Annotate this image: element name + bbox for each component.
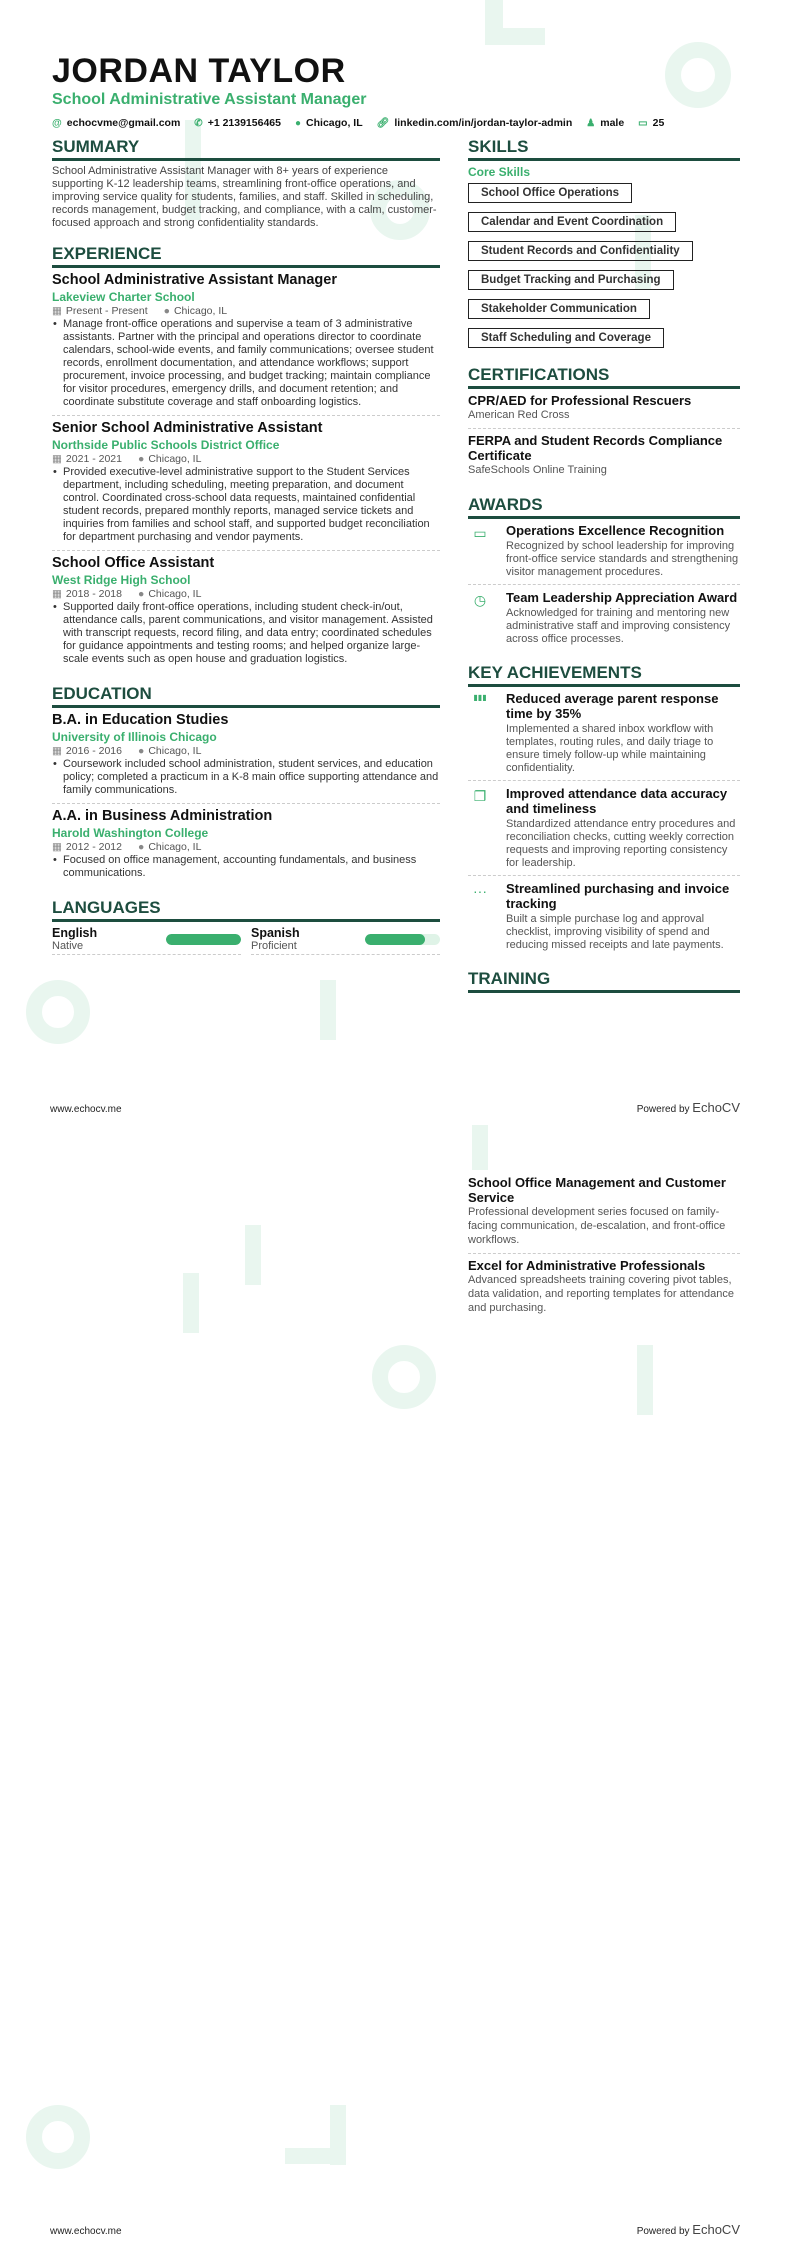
entry-dates	[52, 305, 148, 318]
documents-icon: ❐	[473, 788, 487, 804]
bullet-item: • Focused on office management, accounting fundamentals, and business communications.	[52, 854, 440, 880]
entry-meta	[52, 453, 440, 466]
awards-title: Team Leadership Appreciation Award	[506, 590, 738, 605]
section-heading: SUMMARY	[52, 137, 440, 161]
achievements-title: Streamlined purchasing and invoice tracking	[506, 881, 730, 911]
bullet-list	[52, 466, 440, 544]
entry-meta	[52, 305, 440, 318]
brand-logo: EchoCV	[692, 1100, 740, 1115]
bullet-item: • Provided executive-level administrative support to the Student Services department, including scheduling, meeting preparation, and document control. Coordinated cross-school data requests, maintained confidential student records, prepared monthly reports, managed service tickets and inquiries from families and school staff, and supported budget reconciliation for department purchasing and vendor payments.	[52, 466, 440, 544]
entry-item	[52, 272, 440, 416]
location-text: Chicago, IL	[148, 841, 202, 853]
calendar-icon: ▦	[52, 305, 62, 317]
calendar-icon: ▦	[52, 841, 62, 853]
calendar-icon: ▦	[52, 588, 62, 600]
entry-organization: Northside Public Schools District Office	[52, 438, 280, 452]
section-heading: AWARDS	[468, 495, 740, 519]
dates-text: 2012 - 2012	[65, 841, 122, 853]
achievements-title: Improved attendance data accuracy and timeliness	[506, 786, 728, 816]
awards-section	[468, 495, 740, 651]
footer-website[interactable]: www.echocv.me	[50, 2226, 122, 2237]
languages-section	[52, 898, 440, 955]
dates-text: 2021 - 2021	[65, 453, 122, 465]
language-name: English	[52, 926, 98, 940]
certifications-section	[468, 365, 740, 483]
decor-shape	[320, 980, 336, 1040]
dates-text: 2018 - 2018	[65, 588, 122, 600]
skill-row	[468, 299, 740, 328]
candidate-title: School Administrative Assistant Manager	[52, 91, 367, 108]
entry-meta	[52, 841, 440, 854]
language-item	[251, 926, 440, 955]
bullet-list	[52, 758, 440, 797]
entry-organization: Harold Washington College	[52, 826, 209, 840]
achievements-description: Standardized attendance entry procedures and reconciliation checks, cutting weekly correction requests and improving reporting consistency for leadership.	[506, 818, 736, 869]
proficiency-bar	[365, 934, 440, 945]
dates-text: 2016 - 2016	[65, 745, 122, 757]
entry-item	[52, 808, 440, 886]
language-text	[251, 926, 300, 952]
calendar-icon: ▦	[52, 745, 62, 757]
entry-item	[52, 555, 440, 672]
entry-title: B.A. in Education Studies	[52, 712, 229, 728]
awards-item	[468, 523, 740, 585]
section-heading: EXPERIENCE	[52, 244, 440, 268]
skills-subheading: Core Skills	[468, 165, 531, 179]
entry-title: Senior School Administrative Assistant	[52, 420, 323, 436]
skill-tag: Staff Scheduling and Coverage	[468, 328, 664, 348]
right-column	[468, 137, 740, 997]
proficiency-bar	[166, 934, 241, 945]
bullet-list	[52, 318, 440, 409]
entry-location	[138, 453, 201, 466]
section-heading: SKILLS	[468, 137, 740, 161]
phone-icon: ✆	[194, 118, 203, 129]
entry-title: School Office Assistant	[52, 555, 215, 571]
person-icon: ♟	[586, 118, 596, 129]
calendar-icon: ▭	[638, 118, 648, 129]
certification-item	[468, 433, 740, 483]
language-text	[52, 926, 97, 952]
ellipsis-icon: ···	[473, 883, 487, 899]
decor-ring	[26, 980, 90, 1044]
achievements-description: Implemented a shared inbox workflow with templates, routing rules, and daily triage to ensure timely follow-up while maintaining confidentiality.	[506, 723, 714, 774]
training-title: Excel for Administrative Professionals	[468, 1258, 706, 1273]
contact-age: ▭ 25	[638, 117, 665, 129]
skill-row	[468, 183, 740, 212]
training-item	[468, 1175, 740, 1254]
summary-section	[52, 137, 440, 230]
skill-row	[468, 241, 740, 270]
entry-organization: West Ridge High School	[52, 573, 191, 587]
language-name: Spanish	[251, 926, 300, 940]
contact-email[interactable]: @ echocvme@gmail.com	[52, 117, 181, 129]
location-icon: ●	[163, 305, 170, 317]
summary-text: School Administrative Assistant Manager with 8+ years of experience supporting K-12 leadership teams, streamlining front-office operations, and improving service quality for students, families, and staff. Skilled in scheduling, records management, budget tracking, and compliance, with a calm, customer-focused approach and strong confidentiality standards.	[52, 165, 437, 229]
section-heading: EDUCATION	[52, 684, 440, 708]
achievements-section	[468, 663, 740, 957]
decor-shape	[245, 1225, 261, 1285]
achievements-body	[506, 691, 740, 775]
experience-section	[52, 244, 440, 672]
entry-location	[164, 305, 227, 318]
awards-body	[506, 590, 740, 646]
candidate-name: JORDAN TAYLOR	[52, 52, 346, 90]
training-section	[468, 969, 740, 993]
entry-item	[52, 420, 440, 551]
language-level: Native	[52, 940, 84, 952]
achievements-item	[468, 881, 740, 957]
clock-icon: ◷	[473, 592, 487, 608]
bullet-list	[52, 601, 440, 666]
section-heading: CERTIFICATIONS	[468, 365, 740, 389]
bullet-item: • Coursework included school administration, student services, and education policy; completed a practicum in a K-8 main office supporting attendance and family communications.	[52, 758, 440, 797]
location-icon: ●	[137, 453, 145, 465]
email-icon: @	[52, 118, 62, 129]
bullet-item: • Supported daily front-office operations, including student check-in/out, attendance calls, parent communications, and visitor management. Assisted with transcript requests, record filing, and data entry; coordinated schedules for guidance appointments and testing rooms; and helped organize large-scale events such as open house and graduation logistics.	[52, 601, 440, 666]
entry-meta	[52, 588, 440, 601]
entry-dates	[52, 588, 122, 601]
decor-shape	[485, 28, 545, 45]
location-icon: ●	[137, 841, 145, 853]
skill-row	[468, 328, 740, 357]
decor-shape	[183, 1273, 199, 1333]
training-title: School Office Management and Customer Service	[468, 1175, 726, 1205]
section-heading: TRAINING	[468, 969, 740, 993]
bullet-list	[52, 854, 440, 880]
location-text: Chicago, IL	[148, 588, 202, 600]
entry-organization: Lakeview Charter School	[52, 290, 195, 304]
location-text: Chicago, IL	[173, 305, 228, 317]
section-heading: LANGUAGES	[52, 898, 440, 922]
bar-chart-icon: ▮▮▮	[473, 693, 487, 702]
skill-row	[468, 270, 740, 299]
entry-title: A.A. in Business Administration	[52, 808, 273, 824]
skill-tag: School Office Operations	[468, 183, 632, 203]
training-description: Advanced spreadsheets training covering pivot tables, data validation, and reporting templates for attendance and purchasing.	[468, 1274, 735, 1314]
proficiency-fill	[166, 934, 241, 945]
training-item	[468, 1258, 740, 1321]
skills-section	[468, 137, 740, 357]
skill-row	[468, 212, 740, 241]
section-heading: KEY ACHIEVEMENTS	[468, 663, 740, 687]
awards-description: Recognized by school leadership for improving front-office service standards and strengthening visitor management procedures.	[506, 540, 739, 578]
entry-item	[52, 712, 440, 804]
achievements-body	[506, 881, 740, 952]
achievements-item	[468, 786, 740, 876]
location-icon: ●	[294, 118, 302, 129]
certification-item	[468, 393, 740, 429]
calendar-icon: ▦	[52, 453, 62, 465]
awards-description: Acknowledged for training and mentoring new administrative staff and improving consistency across office processes.	[506, 607, 731, 645]
certification-title: CPR/AED for Professional Rescuers	[468, 393, 692, 408]
entry-location	[138, 588, 201, 601]
training-list	[468, 1175, 740, 1325]
entry-location	[138, 841, 201, 854]
entry-dates	[52, 745, 122, 758]
entry-organization: University of Illinois Chicago	[52, 730, 217, 744]
decor-shape	[637, 1345, 653, 1415]
brand-logo: EchoCV	[692, 2222, 740, 2237]
language-item	[52, 926, 241, 955]
decor-ring	[26, 2105, 90, 2169]
achievements-body	[506, 786, 740, 870]
decor-ring	[372, 1345, 436, 1409]
link-icon: 🔗︎	[376, 118, 390, 129]
contact-location: ● Chicago, IL	[294, 117, 363, 129]
awards-item	[468, 590, 740, 651]
left-column	[52, 137, 440, 955]
proficiency-fill	[365, 934, 425, 945]
language-level: Proficient	[251, 940, 297, 952]
footer-website[interactable]: www.echocv.me	[50, 1104, 122, 1115]
decor-shape	[285, 2148, 345, 2164]
resume-header	[52, 53, 752, 129]
achievements-item	[468, 691, 740, 781]
certification-issuer: SafeSchools Online Training	[468, 464, 607, 476]
bullet-item: • Manage front-office operations and supervise a team of 3 administrative assistants. Partner with the principal and operations director to coordinate calendars, school-wide events, and family communications; oversee student records, enrollment documentation, and attendance workflows; support procurement, invoice processing, and budget tracking; maintain compliance for visitor procedures, emergency drills, and document retention; and coordinate substitute coverage and staff onboarding logistics.	[52, 318, 440, 409]
awards-title: Operations Excellence Recognition	[506, 523, 725, 538]
entry-dates	[52, 841, 122, 854]
training-description: Professional development series focused on family-facing communication, de-escalation, and front-office workflows.	[468, 1206, 726, 1246]
certification-title: FERPA and Student Records Compliance Certificate	[468, 433, 723, 463]
certification-issuer: American Red Cross	[468, 409, 570, 421]
decor-shape	[472, 1125, 488, 1170]
footer-powered-by[interactable]: Powered by EchoCV	[636, 1100, 740, 1115]
contact-list	[52, 117, 752, 129]
skill-tag: Calendar and Event Coordination	[468, 212, 676, 232]
education-section	[52, 684, 440, 886]
entry-location	[138, 745, 201, 758]
contact-linkedin[interactable]: 🔗︎ linkedin.com/in/jordan-taylor-admin	[376, 117, 573, 129]
entry-title: School Administrative Assistant Manager	[52, 272, 337, 288]
skill-tag: Stakeholder Communication	[468, 299, 650, 319]
achievements-title: Reduced average parent response time by 35%	[506, 691, 719, 721]
contact-phone[interactable]: ✆ +1 2139156465	[194, 117, 281, 129]
contact-gender: ♟ male	[586, 117, 625, 129]
battery-icon: ▭	[473, 525, 487, 541]
location-text: Chicago, IL	[148, 745, 202, 757]
skill-tag: Student Records and Confidentiality	[468, 241, 693, 261]
dates-text: Present - Present	[65, 305, 148, 317]
location-icon: ●	[137, 745, 145, 757]
entry-dates	[52, 453, 122, 466]
skill-tag: Budget Tracking and Purchasing	[468, 270, 674, 290]
location-icon: ●	[137, 588, 145, 600]
achievements-description: Built a simple purchase log and approval checklist, improving visibility of spend and reducing missed receipts and late payments.	[506, 913, 724, 951]
entry-meta	[52, 745, 440, 758]
awards-body	[506, 523, 740, 579]
footer-powered-by[interactable]: Powered by EchoCV	[636, 2222, 740, 2237]
location-text: Chicago, IL	[148, 453, 202, 465]
